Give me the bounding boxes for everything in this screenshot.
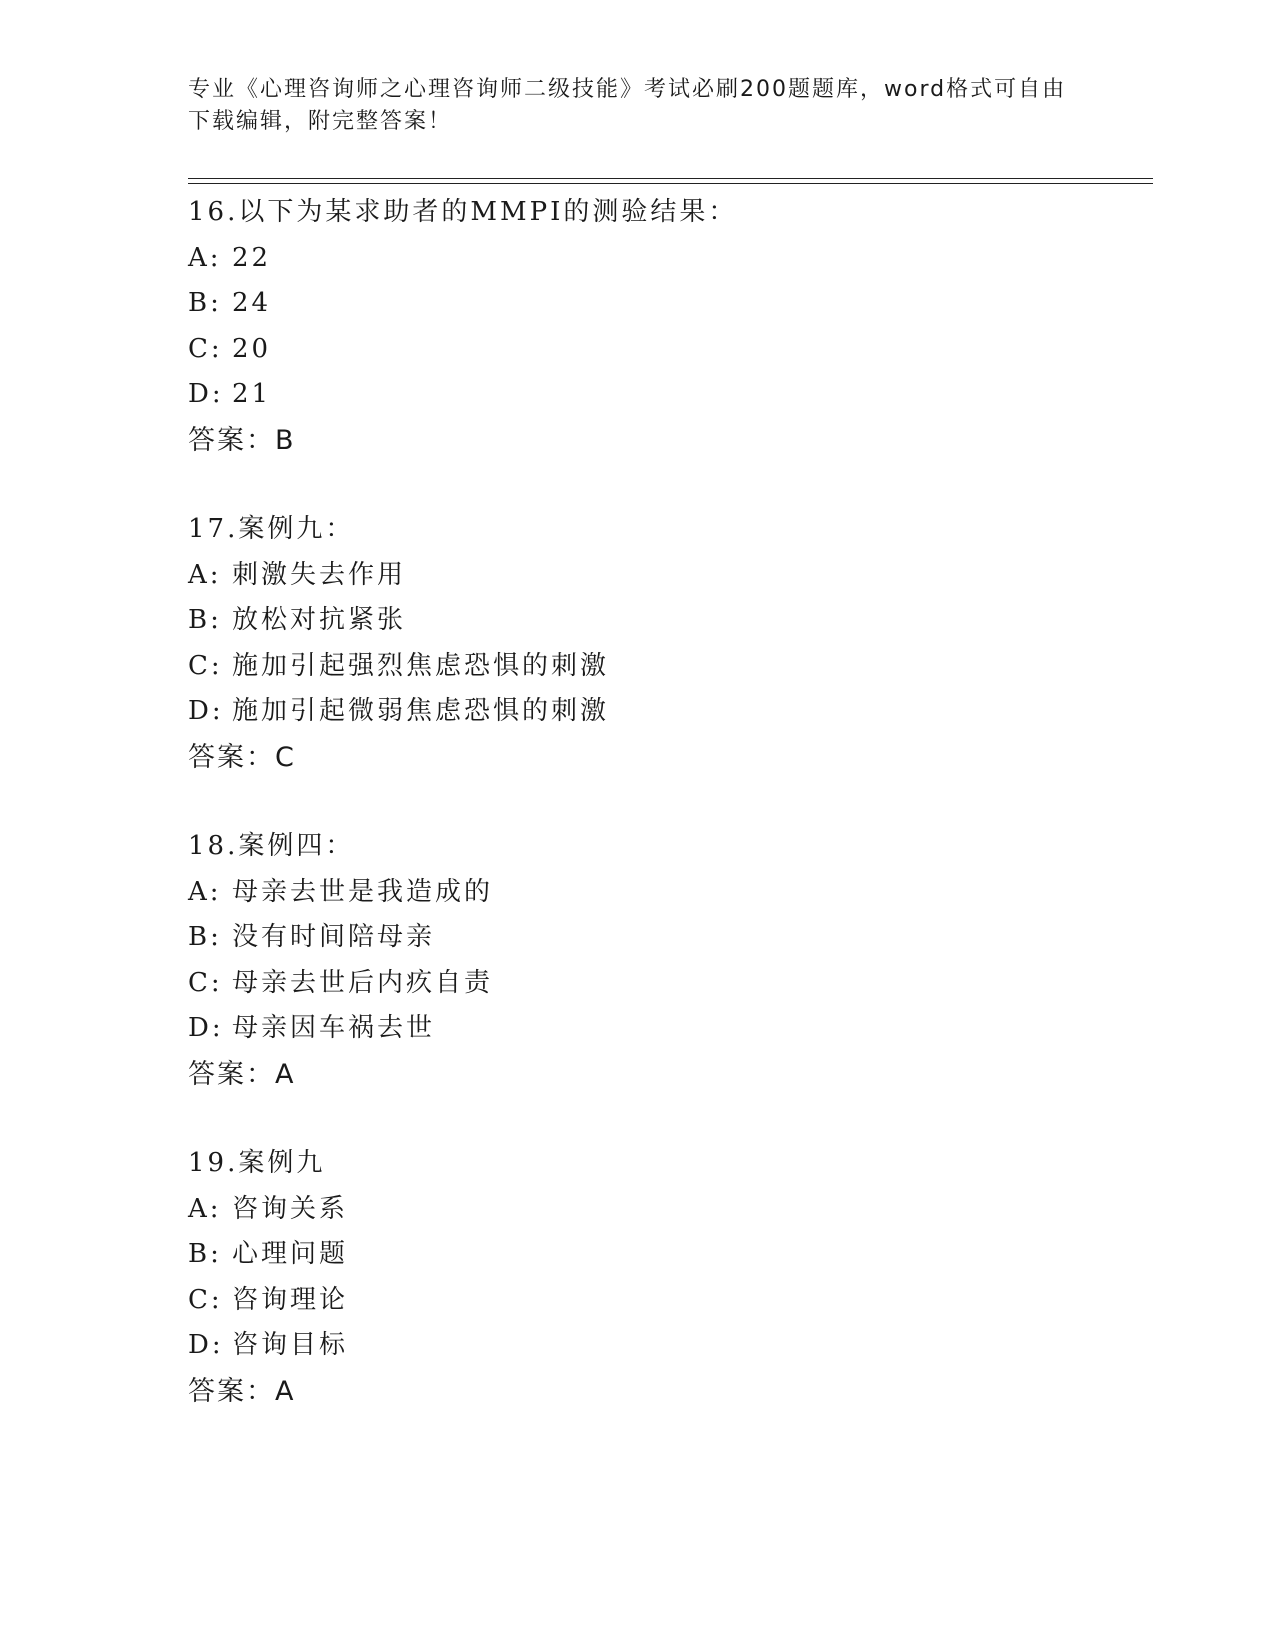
option-c [188,644,1148,690]
option-key: B: [188,1239,222,1269]
option-c [188,1278,1148,1324]
option-text: 施加引起微弱焦虑恐惧的刺激 [232,696,610,726]
option-key: D: [188,1330,224,1360]
option-key: A: [188,242,222,273]
option-text: 咨询目标 [232,1330,349,1360]
question-title: 17.案例九： [188,514,355,544]
option-key: D: [188,696,224,726]
option-text: 咨询关系 [232,1193,349,1224]
question-title: 18.案例四： [188,831,355,861]
answer-line: 答案：C [188,741,296,773]
option-text: 施加引起强烈焦虑恐惧的刺激 [232,650,610,681]
option-key: B: [188,288,222,318]
option-a [188,870,1148,916]
option-text: 心理问题 [232,1239,349,1269]
option-key: B: [188,605,222,635]
question-title: 19.案例九 [188,1148,326,1178]
option-d [188,1006,1148,1052]
option-text: 21 [232,379,272,409]
option-text: 母亲因车祸去世 [232,1013,436,1043]
option-d [188,1323,1148,1369]
option-b [188,915,1148,961]
option-key: D: [188,1013,224,1043]
option-key: A: [188,876,222,907]
option-key: C: [188,967,223,998]
answer-line: 答案：A [188,1058,296,1090]
option-text: 母亲去世后内疚自责 [232,967,494,998]
option-text: 咨询理论 [232,1284,349,1315]
option-d [188,372,1148,418]
option-key: C: [188,650,223,681]
option-b [188,598,1148,644]
answer-line: 答案：B [188,424,296,456]
option-d [188,689,1148,735]
question-18 [188,824,1148,1097]
option-key: C: [188,1284,223,1315]
option-key: B: [188,922,222,952]
option-key: A: [188,1193,222,1224]
option-key: D: [188,379,224,409]
option-text: 没有时间陪母亲 [232,922,436,952]
option-c [188,961,1148,1007]
question-17 [188,507,1148,780]
question-title: 16.以下为某求助者的MMPI的测验结果： [188,197,738,227]
question-16 [188,190,1148,463]
option-key: A: [188,559,222,590]
answer-line: 答案：A [188,1375,296,1407]
option-a [188,553,1148,599]
header-divider-top [188,178,1153,179]
header-divider-bottom [188,183,1153,184]
question-list [188,190,1148,1458]
question-19 [188,1141,1148,1414]
option-text: 24 [232,288,272,318]
option-text: 20 [232,333,272,364]
option-text: 刺激失去作用 [232,559,407,590]
option-a [188,236,1148,282]
option-key: C: [188,333,223,364]
option-c [188,327,1148,373]
option-a [188,1187,1148,1233]
option-b [188,281,1148,327]
option-text: 母亲去世是我造成的 [232,876,494,907]
option-b [188,1232,1148,1278]
option-text: 放松对抗紧张 [232,605,407,635]
document-header: 专业《心理咨询师之心理咨询师二级技能》考试必刷200题题库，word格式可自由下载编辑，附完整答案！ [188,77,1067,134]
option-text: 22 [232,242,272,273]
